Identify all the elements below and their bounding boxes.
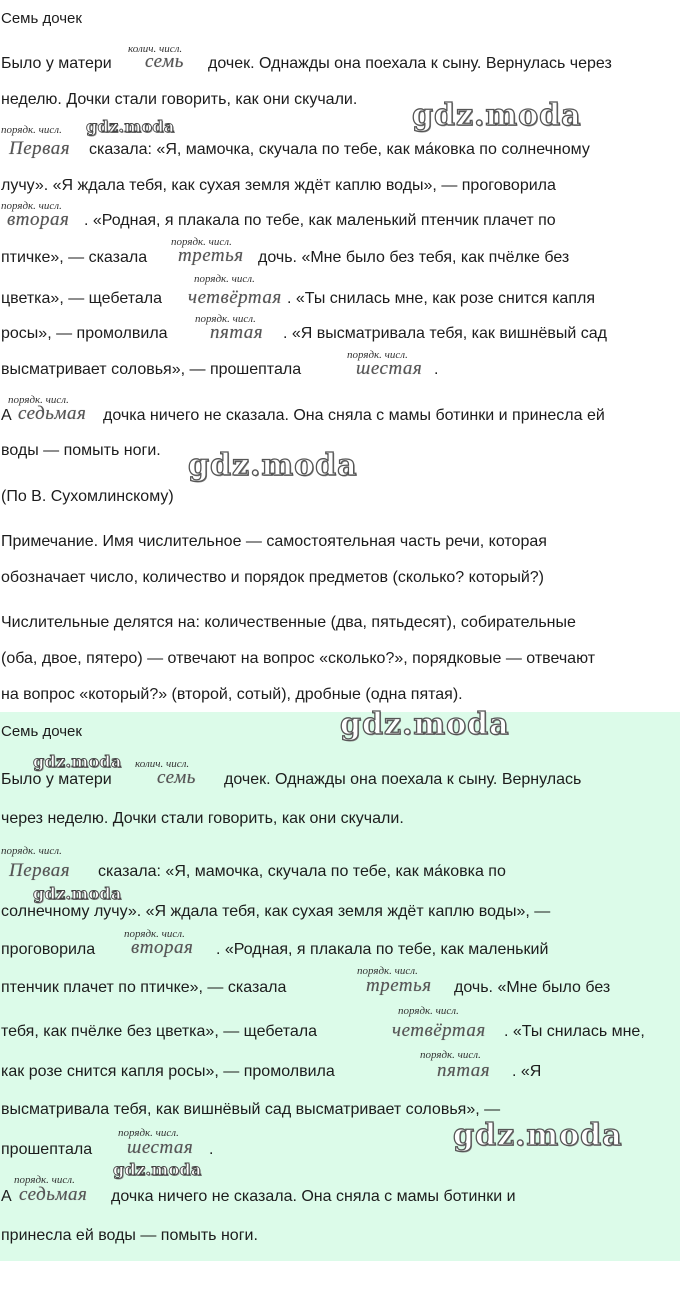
numeral-word: третья [178,245,244,266]
source-line: (По В. Сухомлинскому) [1,488,174,505]
numeral-word: шестая [127,1137,194,1158]
annotation-poryadk: порядк. числ. [171,236,232,248]
numeral-word: четвёртая [392,1020,486,1041]
text-line: принесла ей воды — помыть ноги. [1,1227,258,1244]
text-line: тебя, как пчёлке без цветка», — щебетала [1,1023,317,1040]
text-line: сказала: «Я, мамочка, скучала по тебе, как ма́ковка по солнечному [89,141,590,158]
numeral-word: Первая [9,138,71,159]
text-line: Было у матери [1,55,112,72]
watermark: gdz.moda [113,1160,202,1179]
watermark: gdz.moda [340,707,510,742]
annotation-poryadk: порядк. числ. [195,313,256,325]
numeral-word: вторая [7,209,70,230]
text-line: . «Ты снилась мне, [504,1023,645,1040]
annotation-poryadk: порядк. числ. [1,845,62,857]
annotation-poryadk: порядк. числ. [194,273,255,285]
numeral-word: пятая [437,1060,491,1081]
text-line: дочь. «Мне было без [454,979,611,996]
numeral-word: седьмая [18,403,87,424]
watermark: gdz.moda [33,884,122,903]
annotation-poryadk: порядк. числ. [118,1127,179,1139]
annotation-poryadk: порядк. числ. [357,965,418,977]
text-line: . «Я [512,1063,542,1080]
text-line: сказала: «Я, мамочка, скучала по тебе, как ма́ковка по [98,863,506,880]
numeral-word: вторая [131,937,194,958]
annotation-poryadk: порядк. числ. [14,1174,75,1186]
text-line: лучу». «Я ждала тебя, как сухая земля ждёт каплю воды», — проговорила [1,177,556,194]
numeral-word: семь [157,767,196,788]
watermark: gdz.moda [188,448,358,483]
watermark: gdz.moda [412,98,582,133]
text-line: . «Родная, я плакала по тебе, как маленький [216,941,549,958]
text-line: . «Родная, я плакала по тебе, как маленький птенчик плачет по [84,212,556,229]
numeral-word: седьмая [19,1184,88,1205]
note-line: Числительные делятся на: количественные (два, пятьдесят), собирательные [1,614,576,631]
note-line: Примечание. Имя числительное — самостоятельная часть речи, которая [1,533,547,550]
text-line: . [434,361,439,378]
numeral-word: четвёртая [188,287,282,308]
annotation-poryadk: порядк. числ. [1,124,62,136]
text-line: высматривала тебя, как вишнёвый сад высматривает соловья», — [1,1101,501,1118]
text-line: цветка», — щебетала [1,290,162,307]
text-line: дочек. Однажды она поехала к сыну. Вернулась [224,771,582,788]
annotation-poryadk: порядк. числ. [1,200,62,212]
note-line: на вопрос «который?» (второй, сотый), дробные (одна пятая). [1,686,463,703]
annotation-kolich: колич. числ. [135,758,190,770]
numeral-word: семь [145,51,184,72]
text-line: дочь. «Мне было без тебя, как пчёлке без [258,249,570,266]
text-line: . [209,1141,214,1158]
watermark: gdz.moda [86,117,175,136]
text-line: А [1,407,12,424]
text-line: А [1,1188,12,1205]
note-line: обозначает число, количество и порядок предметов (сколько? который?) [1,569,544,586]
annotation-poryadk: порядк. числ. [8,394,69,406]
annotation-poryadk: порядк. числ. [124,928,185,940]
text-line: дочек. Однажды она поехала к сыну. Вернулась через [208,55,612,72]
annotation-poryadk: порядк. числ. [398,1005,459,1017]
text-line: . «Ты снилась мне, как розе снится капля [287,290,595,307]
numeral-word: пятая [210,322,264,343]
answer-title: Семь дочек [1,723,82,740]
text-line: воды — помыть ноги. [1,442,161,459]
text-line: птичке», — сказала [1,249,148,266]
annotation-poryadk: порядк. числ. [420,1049,481,1061]
text-line: неделю. Дочки стали говорить, как они скучали. [1,91,358,108]
watermark: gdz.moda [453,1118,623,1153]
numeral-word: третья [366,975,432,996]
text-line: птенчик плачет по птичке», — сказала [1,979,287,996]
text-line: . «Я высматривала тебя, как вишнёвый сад [283,325,607,342]
annotation-poryadk: порядк. числ. [347,349,408,361]
text-line: через неделю. Дочки стали говорить, как они скучали. [1,810,404,827]
text-line: как розе снится капля росы», — промолвила [1,1063,335,1080]
numeral-word: шестая [356,358,423,379]
text-line: дочка ничего не сказала. Она сняла с мамы ботинки и принесла ей [103,407,605,424]
watermark: gdz.moda [33,752,122,771]
task-title: Семь дочек [1,10,82,27]
text-line: высматривает соловья», — прошептала [1,361,302,378]
text-line: солнечному лучу». «Я ждала тебя, как сухая земля ждёт каплю воды», — [1,903,551,920]
text-line: проговорила [1,941,96,958]
numeral-word: Первая [9,860,71,881]
text-line: дочка ничего не сказала. Она сняла с мамы ботинки и [111,1188,516,1205]
text-line: прошептала [1,1141,93,1158]
note-line: (оба, двое, пятеро) — отвечают на вопрос «сколько?», порядковые — отвечают [1,650,596,667]
text-line: росы», — промолвила [1,325,168,342]
text-line: Было у матери [1,771,112,788]
annotation-kolich: колич. числ. [128,43,183,55]
